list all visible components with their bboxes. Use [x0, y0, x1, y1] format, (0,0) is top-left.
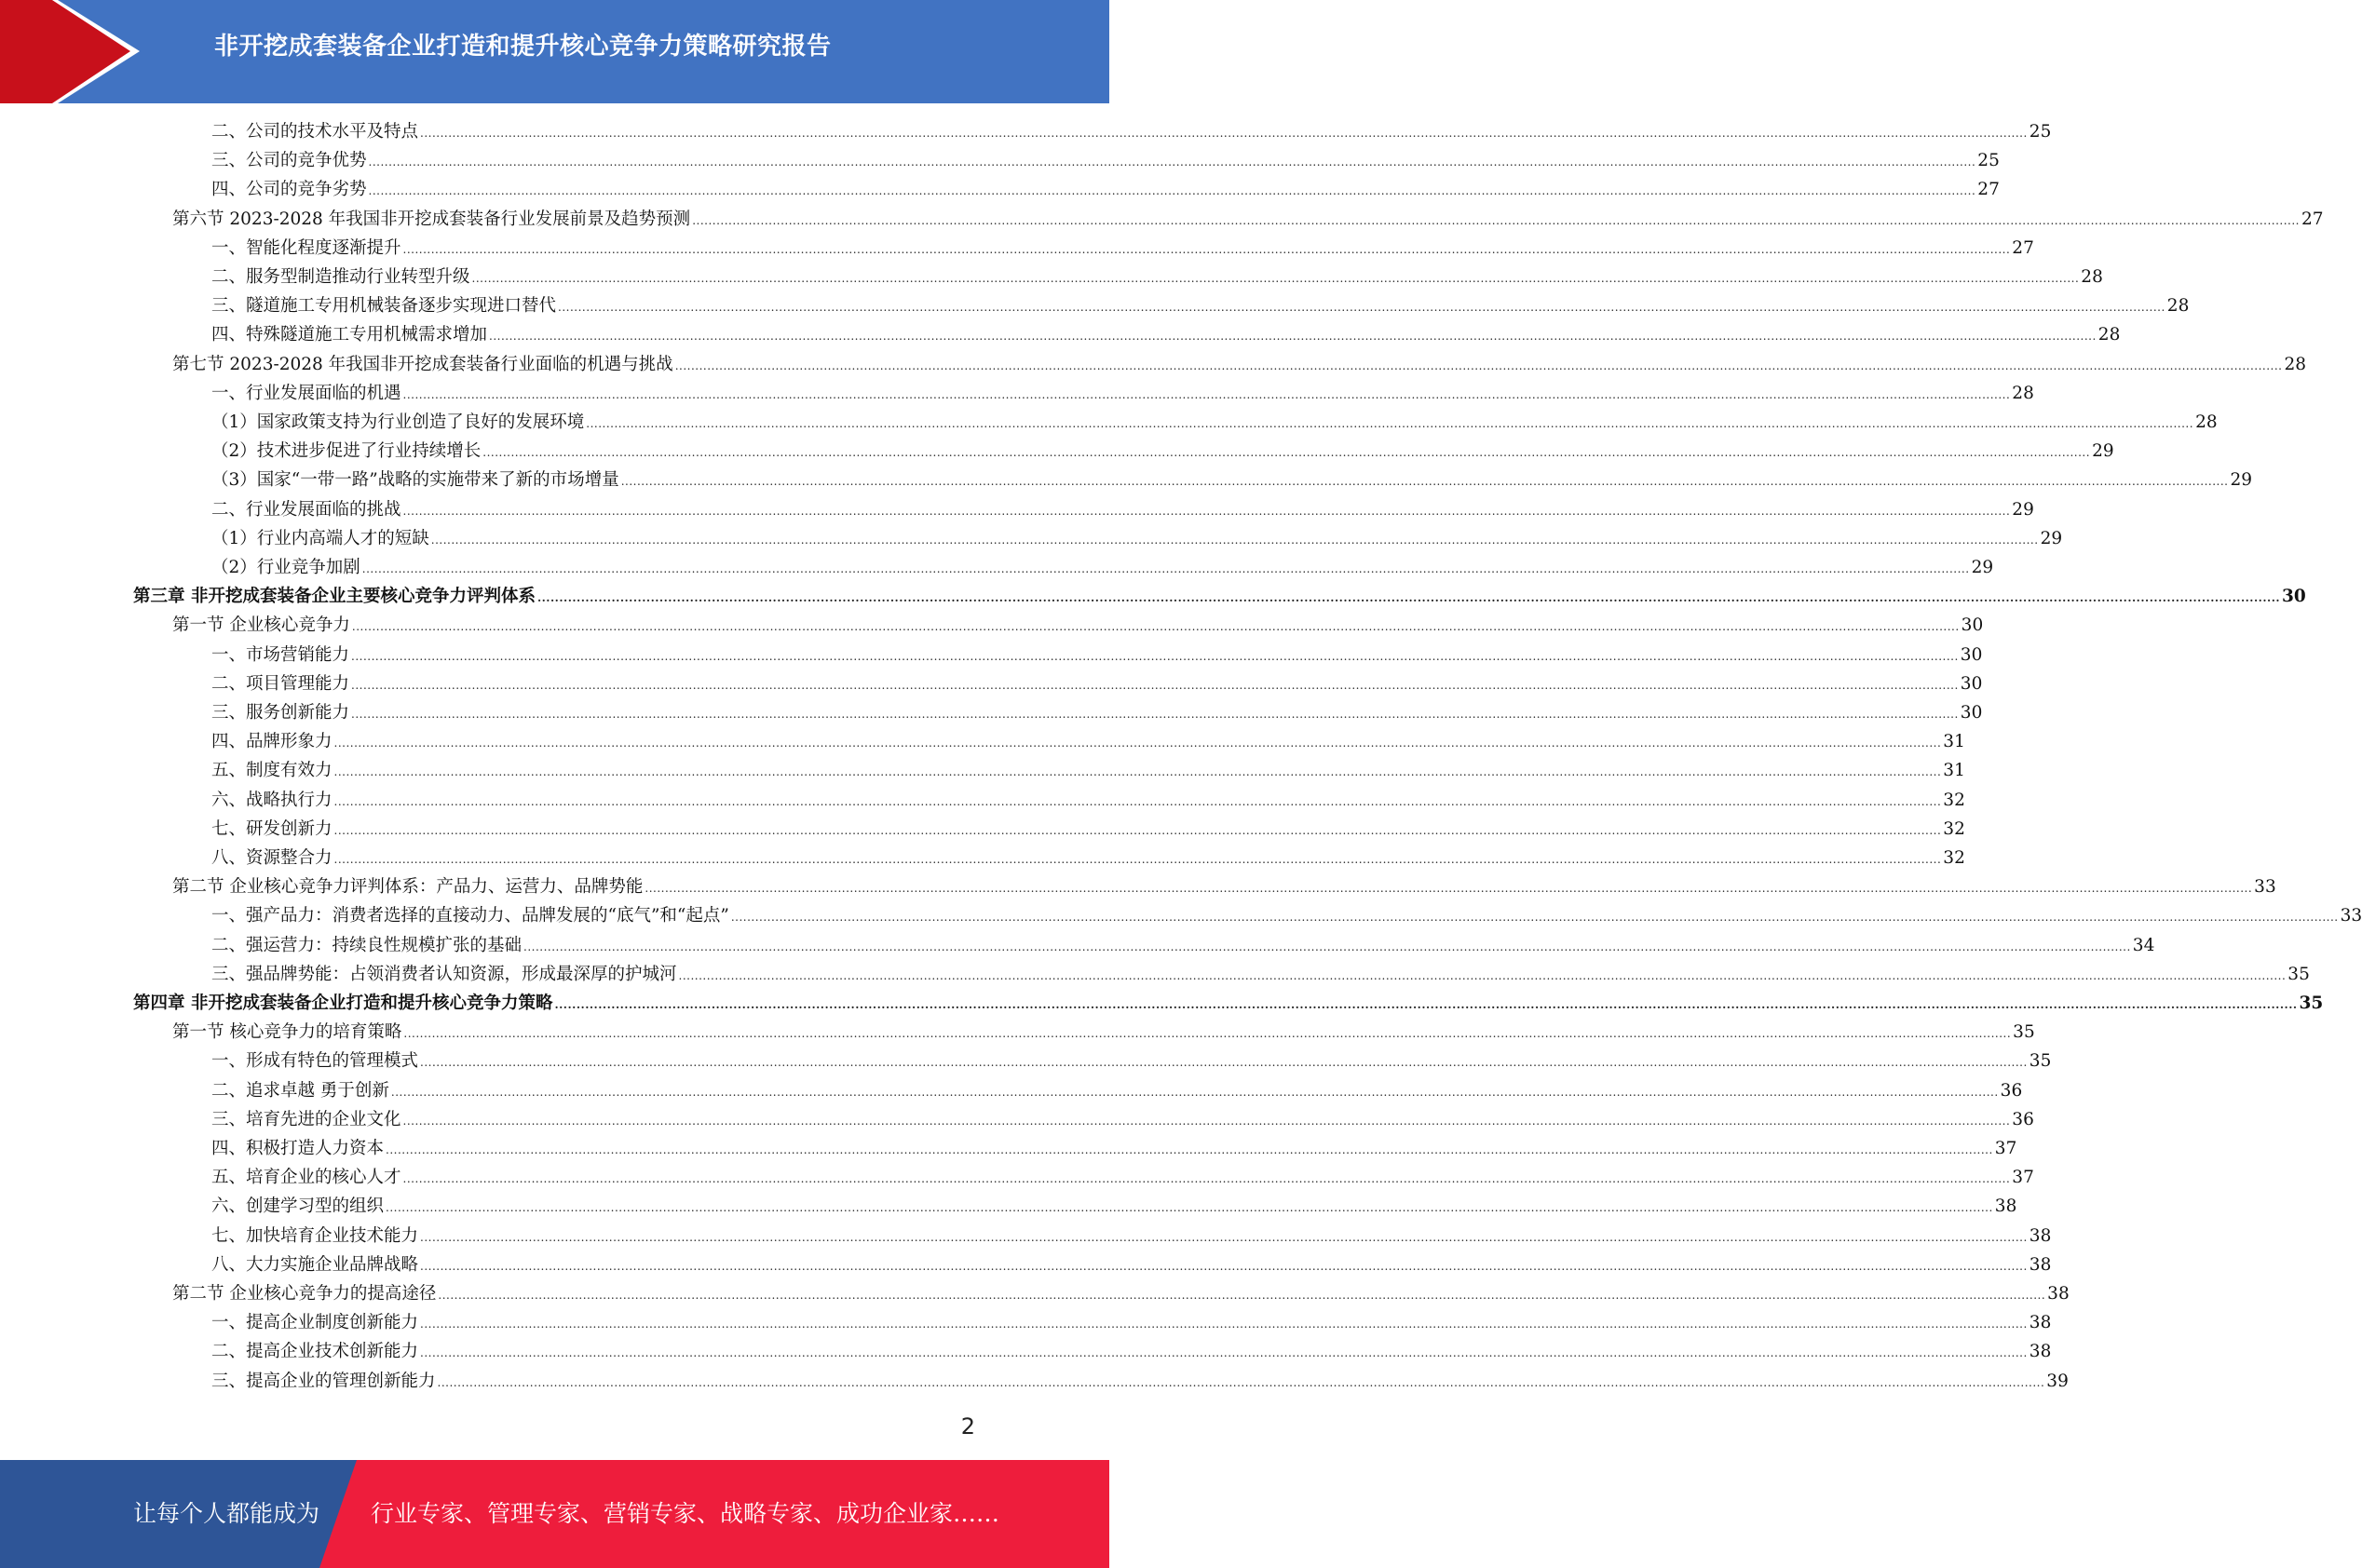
toc-subsection-entry[interactable] — [211, 727, 1965, 756]
toc-subsection-entry[interactable] — [211, 756, 1965, 785]
toc-dot-leader: ................................................................................................................................................................................................................................................................................................................................................................................................................ — [430, 533, 2039, 547]
toc-entry-title: 第一节 企业核心竞争力 — [172, 615, 350, 636]
toc-dot-leader: ................................................................................................................................................................................................................................................................................................................................................................................................................ — [645, 882, 2253, 896]
toc-entry-page: 31 — [1943, 732, 1965, 752]
footer-slogan-right: 行业专家、管理专家、营销专家、战略专家、成功企业家…… — [371, 1500, 1000, 1527]
toc-dot-leader: ................................................................................................................................................................................................................................................................................................................................................................................................................ — [489, 330, 2097, 344]
toc-dot-leader: ................................................................................................................................................................................................................................................................................................................................................................................................................ — [361, 562, 1970, 575]
toc-entry-page: 38 — [2029, 1313, 2052, 1333]
toc-entry-page: 38 — [2029, 1225, 2052, 1246]
toc-entry-page: 35 — [2287, 964, 2310, 984]
toc-entry-title: 二、项目管理能力 — [211, 673, 350, 694]
toc-subsection-entry[interactable] — [211, 1308, 2052, 1337]
toc-subsection-entry[interactable] — [211, 495, 2034, 524]
toc-dot-leader: ................................................................................................................................................................................................................................................................................................................................................................................................................ — [620, 475, 2229, 489]
toc-entry-page: 30 — [1961, 615, 1984, 636]
toc-dot-leader: ................................................................................................................................................................................................................................................................................................................................................................................................................ — [333, 853, 1942, 866]
toc-entry-title: 三、提高企业的管理创新能力 — [211, 1371, 436, 1391]
toc-subsection-entry[interactable] — [211, 263, 2103, 291]
toc-subsection-entry[interactable] — [211, 1367, 2069, 1396]
toc-subsection-entry[interactable] — [211, 1222, 2052, 1250]
toc-entry-title: 一、提高企业制度创新能力 — [211, 1313, 419, 1333]
toc-entry-page: 28 — [2012, 383, 2034, 403]
chevron-arrow-icon — [0, 0, 149, 103]
toc-subsection-entry[interactable] — [211, 1076, 2023, 1105]
toc-subsection-entry[interactable] — [211, 553, 1994, 582]
toc-entry-page: 28 — [2195, 412, 2218, 432]
toc-entry-title: （2）行业竞争加剧 — [211, 558, 360, 577]
toc-dot-leader: ................................................................................................................................................................................................................................................................................................................................................................................................................ — [351, 708, 1959, 721]
toc-entry-title: 三、强品牌势能：占领消费者认知资源，形成最深厚的护城河 — [211, 964, 677, 984]
toc-entry-page: 33 — [2254, 877, 2276, 898]
toc-subsection-entry[interactable] — [211, 786, 1965, 815]
toc-entry-title: 一、市场营销能力 — [211, 644, 350, 665]
page-number: 2 — [960, 1413, 975, 1440]
toc-entry-title: 第一节 核心竞争力的培育策略 — [172, 1022, 402, 1043]
toc-entry-title: 第六节 2023-2028 年我国非开挖成套装备行业发展前景及趋势预测 — [172, 209, 691, 229]
toc-subsection-entry[interactable] — [211, 1337, 2052, 1366]
toc-section-entry[interactable] — [172, 872, 2276, 901]
toc-dot-leader: ................................................................................................................................................................................................................................................................................................................................................................................................................ — [368, 155, 1976, 169]
footer-slogan-left: 让每个人都能成为 — [133, 1500, 320, 1527]
toc-entry-page: 32 — [1943, 848, 1965, 868]
header-banner — [0, 0, 1109, 103]
toc-entry-page: 28 — [2081, 267, 2103, 287]
toc-entry-title: 一、强产品力：消费者选择的直接动力、品牌发展的“底气”和“起点” — [211, 906, 729, 926]
toc-entry-page: 29 — [2012, 499, 2034, 520]
toc-subsection-entry[interactable] — [211, 175, 2000, 204]
toc-dot-leader: ................................................................................................................................................................................................................................................................................................................................................................................................................ — [386, 1201, 1993, 1215]
toc-subsection-entry[interactable] — [211, 931, 2155, 960]
toc-dot-leader: ................................................................................................................................................................................................................................................................................................................................................................................................................ — [403, 1027, 2012, 1041]
toc-entry-title: 二、服务型制造推动行业转型升级 — [211, 267, 470, 287]
footer-banner — [0, 1460, 1109, 1568]
toc-dot-leader: ................................................................................................................................................................................................................................................................................................................................................................................................................ — [437, 1375, 2045, 1389]
toc-entry-page: 37 — [1994, 1139, 2017, 1158]
toc-subsection-entry[interactable] — [211, 379, 2034, 408]
toc-entry-page: 36 — [2012, 1109, 2034, 1129]
toc-subsection-entry[interactable] — [211, 641, 1983, 669]
report-title: 非开挖成套装备企业打造和提升核心竞争力策略研究报告 — [214, 33, 832, 61]
toc-subsection-entry[interactable] — [211, 815, 1965, 844]
toc-entry-title: 三、隧道施工专用机械装备逐步实现进口替代 — [211, 296, 557, 317]
toc-entry-page: 30 — [2282, 587, 2306, 607]
toc-subsection-entry[interactable] — [211, 1105, 2034, 1134]
toc-entry-page: 38 — [2047, 1284, 2070, 1304]
toc-dot-leader: ................................................................................................................................................................................................................................................................................................................................................................................................................ — [420, 127, 2028, 140]
toc-subsection-entry[interactable] — [211, 698, 1983, 727]
toc-dot-leader: ................................................................................................................................................................................................................................................................................................................................................................................................................ — [390, 1085, 1999, 1099]
toc-entry-page: 28 — [2284, 354, 2307, 374]
toc-entry-title: 二、追求卓越 勇于创新 — [211, 1080, 389, 1101]
toc-subsection-entry[interactable] — [211, 146, 2000, 175]
toc-entry-title: 三、服务创新能力 — [211, 703, 350, 723]
toc-entry-title: 三、培育先进的企业文化 — [211, 1109, 401, 1129]
toc-entry-title: 八、大力实施企业品牌战略 — [211, 1254, 419, 1275]
toc-entry-page: 35 — [2299, 994, 2324, 1013]
toc-dot-leader: ................................................................................................................................................................................................................................................................................................................................................................................................................ — [333, 794, 1942, 808]
toc-subsection-entry[interactable] — [211, 960, 2310, 989]
toc-subsection-entry[interactable] — [211, 901, 2362, 930]
toc-entry-page: 35 — [2013, 1022, 2035, 1043]
toc-subsection-entry[interactable] — [211, 1163, 2034, 1192]
toc-entry-title: 八、资源整合力 — [211, 848, 333, 868]
toc-entry-title: 一、智能化程度逐渐提升 — [211, 237, 401, 258]
toc-entry-title: 一、形成有特色的管理模式 — [211, 1051, 419, 1072]
toc-subsection-entry[interactable] — [211, 1250, 2052, 1279]
toc-subsection-entry[interactable] — [211, 669, 1983, 698]
toc-dot-leader: ................................................................................................................................................................................................................................................................................................................................................................................................................ — [368, 184, 1976, 198]
toc-dot-leader: ................................................................................................................................................................................................................................................................................................................................................................................................................ — [420, 1346, 2028, 1360]
toc-entry-title: 五、制度有效力 — [211, 761, 333, 781]
toc-entry-page: 37 — [2012, 1168, 2034, 1188]
toc-dot-leader: ................................................................................................................................................................................................................................................................................................................................................................................................................ — [523, 939, 2131, 953]
toc-subsection-entry[interactable] — [211, 291, 2190, 320]
toc-entry-page: 35 — [2029, 1051, 2052, 1072]
toc-entry-page: 38 — [2029, 1342, 2052, 1362]
toc-entry-page: 39 — [2046, 1371, 2069, 1391]
toc-dot-leader: ................................................................................................................................................................................................................................................................................................................................................................................................................ — [386, 1143, 1993, 1156]
toc-entry-title: 第四章 非开挖成套装备企业打造和提升核心竞争力策略 — [133, 994, 553, 1013]
toc-entry-page: 29 — [1971, 558, 1994, 577]
toc-entry-page: 27 — [2301, 209, 2324, 229]
toc-entry-title: 四、品牌形象力 — [211, 732, 333, 752]
toc-entry-page: 38 — [2029, 1254, 2052, 1275]
toc-dot-leader: ................................................................................................................................................................................................................................................................................................................................................................................................................ — [420, 1056, 2028, 1070]
toc-dot-leader: ................................................................................................................................................................................................................................................................................................................................................................................................................ — [586, 417, 2194, 430]
toc-dot-leader: ................................................................................................................................................................................................................................................................................................................................................................................................................ — [692, 213, 2300, 227]
toc-entry-title: 第七节 2023-2028 年我国非开挖成套装备行业面临的机遇与挑战 — [172, 354, 673, 374]
toc-dot-leader: ................................................................................................................................................................................................................................................................................................................................................................................................................ — [351, 620, 1960, 634]
toc-entry-title: 四、积极打造人力资本 — [211, 1139, 385, 1158]
toc-subsection-entry[interactable] — [211, 844, 1965, 872]
toc-entry-title: （1）行业内高端人才的短缺 — [211, 528, 429, 548]
toc-section-entry[interactable] — [172, 205, 2324, 234]
toc-dot-leader: ................................................................................................................................................................................................................................................................................................................................................................................................................ — [730, 911, 2339, 925]
toc-dot-leader: ................................................................................................................................................................................................................................................................................................................................................................................................................ — [536, 591, 2281, 605]
toc-entry-page: 28 — [2166, 296, 2190, 317]
toc-entry-title: 四、公司的竞争劣势 — [211, 180, 367, 200]
toc-entry-title: 二、提高企业技术创新能力 — [211, 1342, 419, 1362]
toc-entry-page: 25 — [1977, 151, 2000, 171]
toc-entry-page: 29 — [2092, 441, 2114, 462]
toc-entry-title: 七、研发创新力 — [211, 818, 333, 839]
toc-entry-page: 27 — [2012, 237, 2034, 258]
toc-subsection-entry[interactable] — [211, 524, 2063, 553]
toc-dot-leader: ................................................................................................................................................................................................................................................................................................................................................................................................................ — [471, 272, 2080, 285]
toc-dot-leader: ................................................................................................................................................................................................................................................................................................................................................................................................................ — [333, 823, 1942, 837]
toc-dot-leader: ................................................................................................................................................................................................................................................................................................................................................................................................................ — [674, 358, 2283, 372]
toc-entry-page: 28 — [2097, 325, 2121, 345]
toc-entry-page: 29 — [2040, 528, 2063, 548]
toc-dot-leader: ................................................................................................................................................................................................................................................................................................................................................................................................................ — [351, 678, 1959, 692]
toc-entry-page: 27 — [1977, 180, 2000, 200]
toc-entry-title: （1）国家政策支持为行业创造了良好的发展环境 — [211, 412, 585, 432]
toc-dot-leader: ................................................................................................................................................................................................................................................................................................................................................................................................................ — [678, 968, 2287, 982]
toc-entry-page: 30 — [1960, 673, 1983, 694]
toc-section-entry[interactable] — [172, 1279, 2070, 1308]
toc-subsection-entry[interactable] — [211, 1047, 2052, 1075]
toc-entry-title: （2）技术进步促进了行业持续增长 — [211, 441, 482, 462]
toc-entry-page: 29 — [2230, 470, 2253, 491]
toc-section-entry[interactable] — [172, 611, 1984, 640]
toc-subsection-entry[interactable] — [211, 117, 2052, 146]
toc-dot-leader: ................................................................................................................................................................................................................................................................................................................................................................................................................ — [420, 1259, 2028, 1273]
toc-entry-page: 32 — [1943, 790, 1965, 810]
toc-entry-page: 32 — [1943, 818, 1965, 839]
toc-entry-title: 二、行业发展面临的挑战 — [211, 499, 401, 520]
toc-subsection-entry[interactable] — [211, 320, 2121, 349]
toc-subsection-entry[interactable] — [211, 466, 2253, 494]
toc-subsection-entry[interactable] — [211, 1192, 2017, 1221]
toc-section-entry[interactable] — [172, 350, 2307, 379]
toc-entry-title: 六、创建学习型的组织 — [211, 1196, 385, 1217]
toc-subsection-entry[interactable] — [211, 234, 2034, 263]
toc-entry-title: 七、加快培育企业技术能力 — [211, 1225, 419, 1246]
toc-entry-page: 31 — [1943, 761, 1965, 781]
toc-entry-title: 第三章 非开挖成套装备企业主要核心竞争力评判体系 — [133, 587, 536, 607]
toc-entry-title: 五、培育企业的核心人才 — [211, 1168, 401, 1188]
toc-section-entry[interactable] — [172, 1018, 2035, 1047]
toc-entry-title: 一、行业发展面临的机遇 — [211, 383, 401, 403]
toc-entry-title: 第二节 企业核心竞争力评判体系：产品力、运营力、品牌势能 — [172, 877, 644, 898]
toc-entry-page: 34 — [2132, 935, 2155, 955]
toc-entry-page: 33 — [2340, 906, 2362, 926]
toc-dot-leader: ................................................................................................................................................................................................................................................................................................................................................................................................................ — [402, 504, 2011, 518]
toc-dot-leader: ................................................................................................................................................................................................................................................................................................................................................................................................................ — [558, 301, 2165, 315]
toc-entry-title: 六、战略执行力 — [211, 790, 333, 810]
toc-chapter-entry[interactable] — [133, 989, 2324, 1018]
toc-entry-title: 二、强运营力：持续良性规模扩张的基础 — [211, 935, 523, 955]
toc-dot-leader: ................................................................................................................................................................................................................................................................................................................................................................................................................ — [402, 242, 2011, 256]
toc-dot-leader: ................................................................................................................................................................................................................................................................................................................................................................................................................ — [420, 1230, 2028, 1244]
toc-entry-title: 二、公司的技术水平及特点 — [211, 122, 419, 142]
toc-dot-leader: ................................................................................................................................................................................................................................................................................................................................................................................................................ — [420, 1318, 2028, 1331]
toc-entry-page: 25 — [2029, 122, 2052, 142]
toc-subsection-entry[interactable] — [211, 437, 2114, 466]
toc-entry-page: 36 — [2000, 1080, 2023, 1101]
toc-dot-leader: ................................................................................................................................................................................................................................................................................................................................................................................................................ — [333, 765, 1942, 779]
toc-dot-leader: ................................................................................................................................................................................................................................................................................................................................................................................................................ — [402, 1172, 2011, 1186]
toc-entry-page: 30 — [1960, 644, 1983, 665]
toc-dot-leader: ................................................................................................................................................................................................................................................................................................................................................................................................................ — [438, 1289, 2046, 1302]
toc-entry-page: 30 — [1960, 703, 1983, 723]
toc-dot-leader: ................................................................................................................................................................................................................................................................................................................................................................................................................ — [333, 737, 1942, 750]
toc-entry-title: 第二节 企业核心竞争力的提高途径 — [172, 1284, 437, 1304]
toc-entry-title: 三、公司的竞争优势 — [211, 151, 367, 171]
toc-dot-leader: ................................................................................................................................................................................................................................................................................................................................................................................................................ — [351, 649, 1959, 663]
toc-dot-leader: ................................................................................................................................................................................................................................................................................................................................................................................................................ — [482, 446, 2091, 460]
toc-entry-title: 四、特殊隧道施工专用机械需求增加 — [211, 325, 488, 345]
toc-subsection-entry[interactable] — [211, 408, 2218, 437]
toc-entry-title: （3）国家“一带一路”战略的实施带来了新的市场增量 — [211, 470, 619, 491]
toc-subsection-entry[interactable] — [211, 1134, 2017, 1163]
toc-dot-leader: ................................................................................................................................................................................................................................................................................................................................................................................................................ — [554, 998, 2298, 1011]
toc-chapter-entry[interactable] — [133, 582, 2306, 611]
toc-dot-leader: ................................................................................................................................................................................................................................................................................................................................................................................................................ — [402, 1114, 2011, 1128]
toc-entry-page: 38 — [1994, 1196, 2017, 1217]
toc-dot-leader: ................................................................................................................................................................................................................................................................................................................................................................................................................ — [402, 387, 2011, 401]
